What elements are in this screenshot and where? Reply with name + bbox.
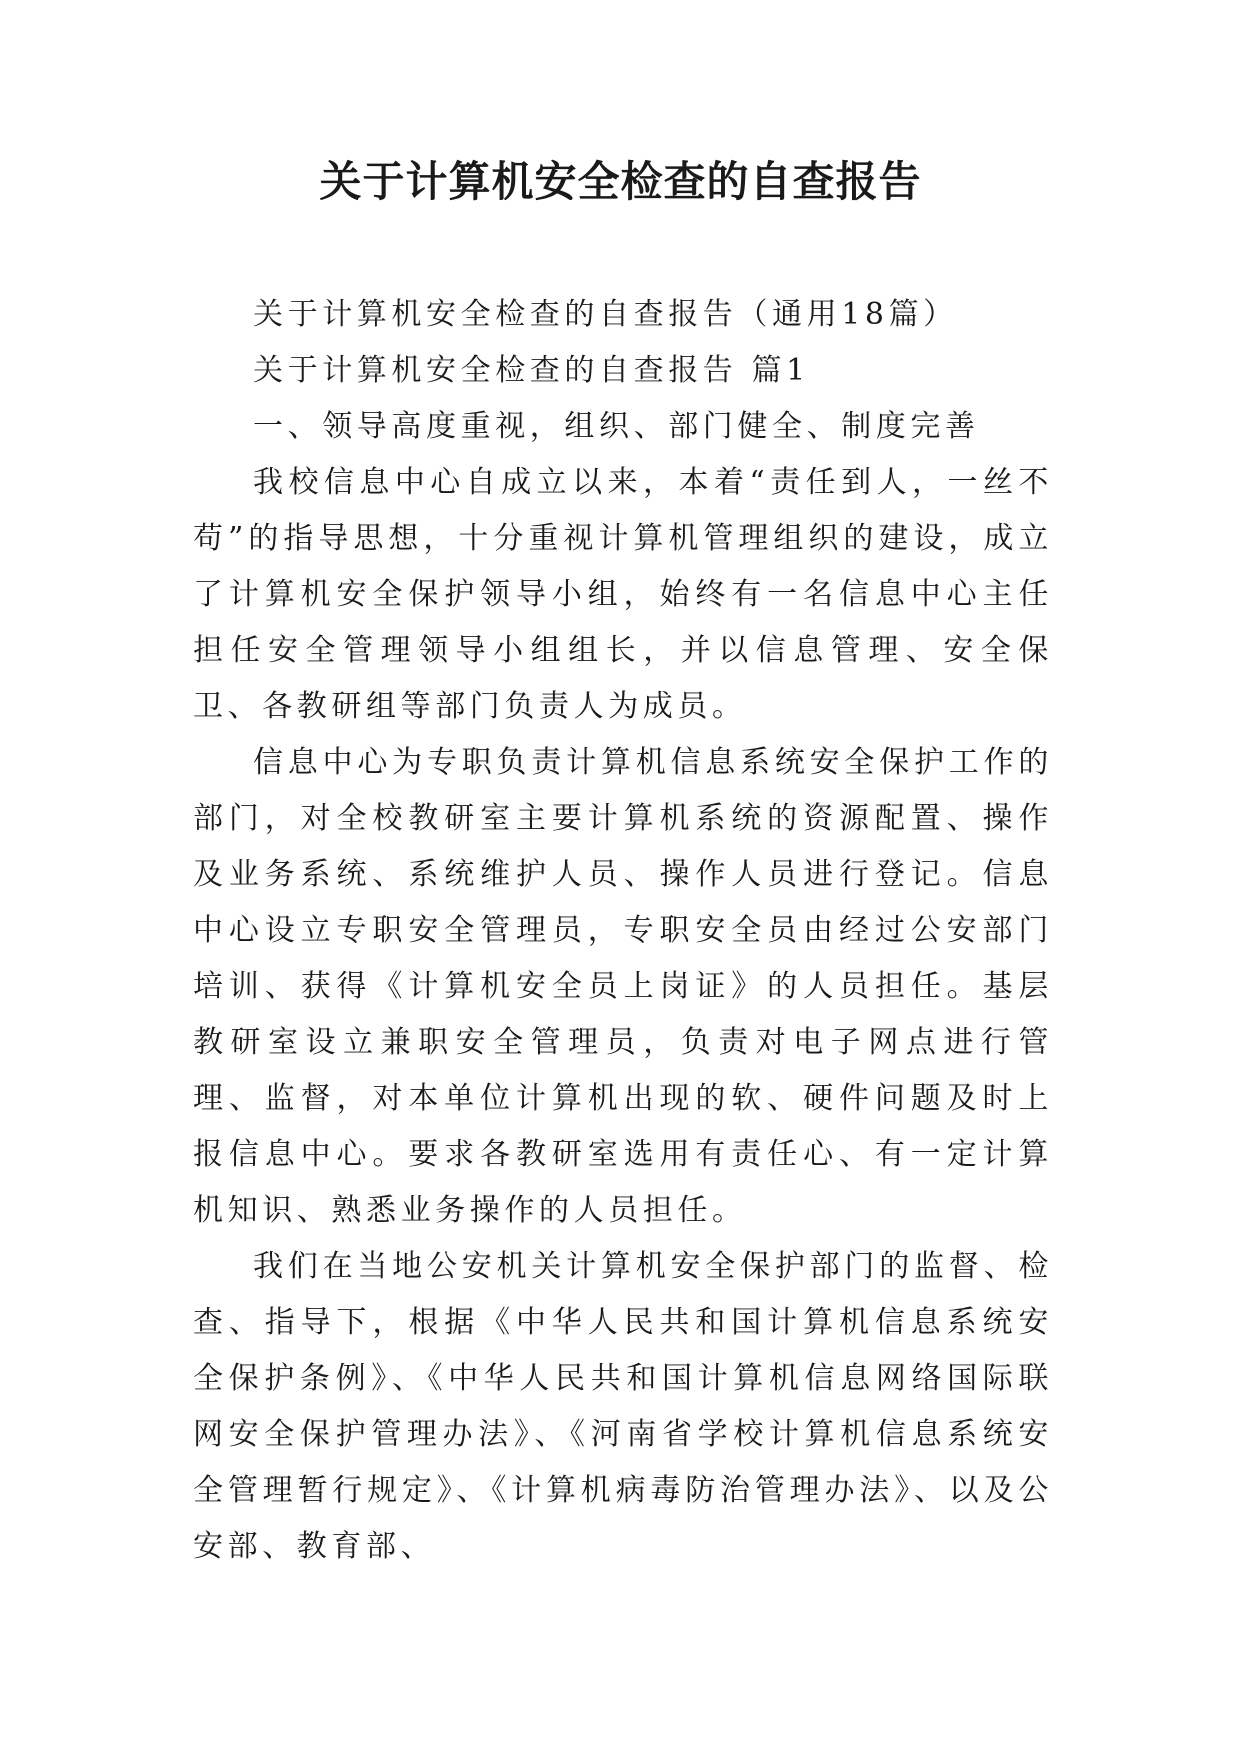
- paragraph-heading-1: 一、领导高度重视，组织、部门健全、制度完善: [253, 409, 980, 444]
- document-title: 关于计算机安全检查的自查报告: [319, 157, 922, 206]
- paragraph-subtitle: 关于计算机安全检查的自查报告（通用18篇）: [253, 297, 958, 332]
- paragraph: 我们在当地公安机关计算机安全保护部门的监督、检查、指导下，根据《中华人民共和国计算机信息系统安全保护条例》、《中华人民共和国计算机信息网络国际联网安全保护管理办法》、《河南省学校计算机信息系统安全管理暂行规定》、《计算机病毒防治管理办法》、以及公安部、教育部、: [193, 1249, 1053, 1564]
- document-body: [193, 287, 1053, 1575]
- paragraph-section-heading: 关于计算机安全检查的自查报告 篇1: [253, 353, 810, 388]
- paragraph: 信息中心为专职负责计算机信息系统安全保护工作的部门，对全校教研室主要计算机系统的资源配置、操作及业务系统、系统维护人员、操作人员进行登记。信息中心设立专职安全管理员，专职安全员由经过公安部门培训、获得《计算机安全员上岗证》的人员担任。基层教研室设立兼职安全管理员，负责对电子网点进行管理、监督，对本单位计算机出现的软、硬件问题及时上报信息中心。要求各教研室选用有责任心、有一定计算机知识、熟悉业务操作的人员担任。: [193, 745, 1053, 1228]
- paragraph: 我校信息中心自成立以来，本着“责任到人，一丝不苟”的指导思想，十分重视计算机管理组织的建设，成立了计算机安全保护领导小组，始终有一名信息中心主任担任安全管理领导小组组长，并以信息管理、安全保卫、各教研组等部门负责人为成员。: [193, 465, 1053, 724]
